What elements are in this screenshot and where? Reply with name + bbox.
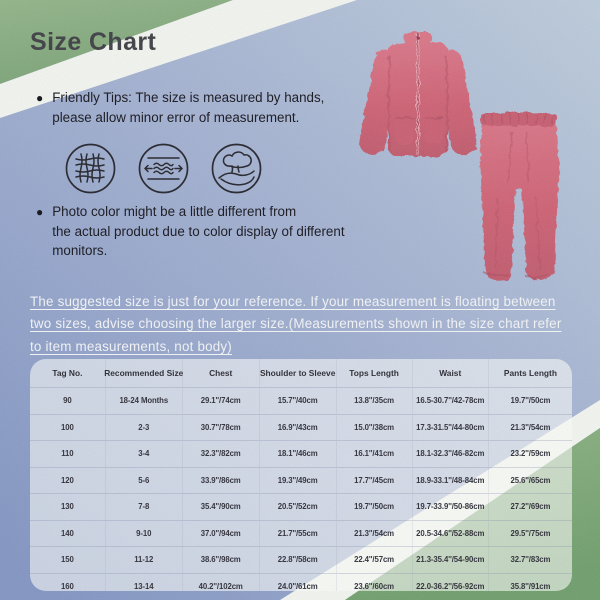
table-cell: 15.0''/38cm bbox=[336, 415, 412, 441]
woven-fabric-icon bbox=[64, 142, 117, 195]
table-cell: 3-4 bbox=[105, 441, 182, 467]
table-row bbox=[30, 387, 572, 414]
table-cell: 40.2''/102cm bbox=[182, 574, 259, 592]
friendly-tip-line-2: please allow minor error of measurement. bbox=[52, 109, 300, 125]
table-cell: 2-3 bbox=[105, 415, 182, 441]
table-cell: 7-8 bbox=[105, 494, 182, 520]
table-header-cell: Waist bbox=[412, 359, 488, 387]
table-cell: 19.3''/49cm bbox=[259, 468, 336, 494]
bullet-icon: ● bbox=[36, 91, 44, 105]
table-cell: 150 bbox=[61, 555, 74, 565]
table-cell: 21.3''/54cm bbox=[488, 415, 572, 441]
size-table bbox=[30, 359, 572, 591]
table-cell: 110 bbox=[61, 449, 74, 459]
table-cell: 17.3-31.5''/44-80cm bbox=[412, 415, 488, 441]
notice-line-1: The suggested size is just for your reference. If your measurement is floating between bbox=[30, 294, 556, 309]
table-cell: 25.6''/65cm bbox=[488, 468, 572, 494]
table-cell: 23.6''/60cm bbox=[336, 574, 412, 592]
table-cell: 140 bbox=[61, 528, 74, 538]
notice-line-3: to item measurements, not body) bbox=[30, 338, 232, 354]
photo-tip-line-2: the actual product due to color display of different bbox=[52, 223, 345, 239]
table-cell: 130 bbox=[61, 502, 74, 512]
table-header-cell: Shoulder to Sleeve bbox=[259, 359, 336, 387]
table-cell: 13-14 bbox=[105, 574, 182, 592]
table-cell: 27.2''/69cm bbox=[488, 494, 572, 520]
table-row bbox=[30, 467, 572, 494]
table-cell: 30.7''/78cm bbox=[182, 415, 259, 441]
breathable-icon bbox=[137, 142, 190, 195]
table-cell: 16.1''/41cm bbox=[336, 441, 412, 467]
size-suggestion-notice bbox=[30, 291, 578, 358]
bullet-icon: ● bbox=[36, 205, 44, 219]
fleece-pants-image bbox=[468, 103, 570, 291]
size-table-header-row bbox=[30, 359, 572, 387]
table-cell: 21.3''/54cm bbox=[336, 521, 412, 547]
table-cell: 19.7''/50cm bbox=[336, 494, 412, 520]
table-header-cell: Tag No. bbox=[52, 368, 83, 378]
table-header-cell: Pants Length bbox=[488, 359, 572, 387]
table-cell: 22.0-36.2''/56-92cm bbox=[412, 574, 488, 592]
table-cell: 22.8''/58cm bbox=[259, 547, 336, 573]
photo-tip-line-3: monitors. bbox=[52, 243, 108, 258]
table-cell: 32.3''/82cm bbox=[182, 441, 259, 467]
table-cell: 120 bbox=[61, 475, 74, 485]
table-cell: 18.1''/46cm bbox=[259, 441, 336, 467]
table-cell: 19.7-33.9''/50-86cm bbox=[412, 494, 488, 520]
table-cell: 100 bbox=[61, 422, 74, 432]
table-cell: 23.2''/59cm bbox=[488, 441, 572, 467]
table-cell: 90 bbox=[63, 396, 72, 406]
table-cell: 18.1-32.3''/46-82cm bbox=[412, 441, 488, 467]
table-row bbox=[30, 440, 572, 467]
table-cell: 22.4''/57cm bbox=[336, 547, 412, 573]
table-cell: 13.8''/35cm bbox=[336, 388, 412, 414]
table-cell: 37.0''/94cm bbox=[182, 521, 259, 547]
fleece-jacket-image bbox=[354, 26, 482, 166]
table-cell: 18.9-33.1''/48-84cm bbox=[412, 468, 488, 494]
table-cell: 24.0''/61cm bbox=[259, 574, 336, 592]
table-cell: 21.7''/55cm bbox=[259, 521, 336, 547]
table-row bbox=[30, 493, 572, 520]
friendly-tip-line-1: Friendly Tips: The size is measured by hands, bbox=[52, 90, 325, 105]
table-cell: 35.8''/91cm bbox=[488, 574, 572, 592]
table-cell: 29.5''/75cm bbox=[488, 521, 572, 547]
table-cell: 21.3-35.4''/54-90cm bbox=[412, 547, 488, 573]
soft-cotton-icon bbox=[210, 142, 263, 195]
table-cell: 11-12 bbox=[105, 547, 182, 573]
table-cell: 15.7''/40cm bbox=[259, 388, 336, 414]
table-row bbox=[30, 520, 572, 547]
table-cell: 5-6 bbox=[105, 468, 182, 494]
table-header-cell: Recommended Size bbox=[105, 359, 182, 387]
table-header-cell: Chest bbox=[182, 359, 259, 387]
photo-tip-line-1: Photo color might be a little different from bbox=[52, 204, 297, 219]
table-cell: 17.7''/45cm bbox=[336, 468, 412, 494]
table-row bbox=[30, 546, 572, 573]
size-table-body bbox=[30, 387, 572, 591]
photo-color-tip bbox=[36, 202, 366, 261]
table-header-cell: Tops Length bbox=[336, 359, 412, 387]
table-cell: 16.5-30.7''/42-78cm bbox=[412, 388, 488, 414]
table-cell: 19.7''/50cm bbox=[488, 388, 572, 414]
table-row bbox=[30, 414, 572, 441]
page-title: Size Chart bbox=[30, 28, 157, 56]
table-cell: 33.9''/86cm bbox=[182, 468, 259, 494]
table-cell: 160 bbox=[61, 581, 74, 591]
fabric-feature-icons bbox=[64, 142, 263, 195]
table-cell: 38.6''/98cm bbox=[182, 547, 259, 573]
table-cell: 20.5''/52cm bbox=[259, 494, 336, 520]
notice-line-2: two sizes, advise choosing the larger size.(Measurements shown in the size chart refer bbox=[30, 316, 562, 332]
table-cell: 16.9''/43cm bbox=[259, 415, 336, 441]
table-cell: 9-10 bbox=[105, 521, 182, 547]
table-cell: 18-24 Months bbox=[105, 388, 182, 414]
table-row bbox=[30, 573, 572, 592]
table-cell: 35.4''/90cm bbox=[182, 494, 259, 520]
table-cell: 20.5-34.6''/52-88cm bbox=[412, 521, 488, 547]
table-cell: 32.7''/83cm bbox=[488, 547, 572, 573]
table-cell: 29.1''/74cm bbox=[182, 388, 259, 414]
friendly-tip bbox=[36, 88, 366, 127]
